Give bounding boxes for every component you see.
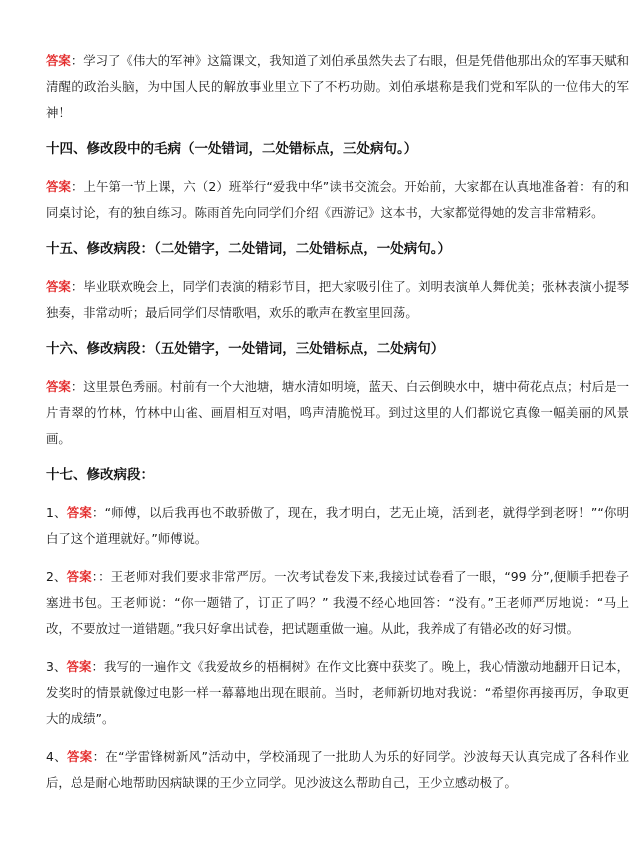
answer-paragraph-16 (46, 374, 629, 452)
answer-text: ：学习了《伟大的军神》这篇课文，我知道了刘伯承虽然失去了右眼，但是凭借他那出众的军事天赋和清醒的政治头脑，为中国人民的解放事业里立下了不朽功勋。刘伯承堪称是我们党和军队的一位伟大的军神！ (46, 53, 630, 120)
answer-text: ：这里景色秀丽。村前有一个大池塘，塘水清如明境，蓝天、白云倒映水中，塘中荷花点点；村后是一片青翠的竹林，竹林中山雀、画眉相互对唱，鸣声清脆悦耳。到过这里的人们都说它真像一幅美丽的风景画。 (46, 379, 630, 446)
answer-label: 答案 (66, 569, 92, 584)
section-heading-15: 十五、修改病段：（二处错字，二处错词，二处错标点，一处病句。） (46, 241, 451, 257)
answer-label: 答案 (46, 53, 71, 68)
answer-item-3 (46, 654, 629, 732)
answer-label: 答案 (66, 505, 92, 520)
section-heading-14: 十四、修改段中的毛病（一处错词，二处错标点，三处病句。） (46, 141, 418, 157)
answer-label: 答案 (46, 279, 71, 294)
answer-label: 答案 (46, 179, 71, 194)
answer-paragraph-intro (46, 48, 629, 126)
section-heading-17: 十七、修改病段： (46, 467, 154, 483)
answer-paragraph-15 (46, 274, 629, 326)
answer-text: ：“师傅，以后我再也不敢骄傲了，现在，我才明白，艺无止境，活到老，就得学到老呀！”“你明白了这个道理就好。”师傅说。 (46, 505, 630, 546)
answer-text: ：上午第一节上课，六（2）班举行“爱我中华”读书交流会。开始前，大家都在认真地准备着：有的和同桌讨论，有的独自练习。陈雨首先向同学们介绍《西游记》这本书，大家都觉得她的发言非常精彩。 (46, 179, 629, 220)
item-number: 2、 (46, 569, 67, 584)
answer-label: 答案 (46, 379, 71, 394)
item-number: 4、 (46, 749, 68, 764)
answer-paragraph-14 (46, 174, 629, 226)
answer-text: ：我写的一遍作文《我爱故乡的梧桐树》在作文比赛中获奖了。晚上，我心情激动地翻开日记本，发奖时的情景就像过电影一样一幕幕地出现在眼前。当时，老师新切地对我说：“希望你再接再厉，争取更大的成绩”。 (46, 659, 630, 726)
answer-text: ：在“学雷锋树新风”活动中，学校涌现了一批助人为乐的好同学。沙波每天认真完成了各科作业后，总是耐心地帮助因病缺课的王少立同学。见沙波这么帮助自己，王少立感动极了。 (46, 749, 630, 790)
section-heading-16: 十六、修改病段：（五处错字，一处错词，三处错标点，二处病句） (46, 341, 445, 357)
item-number: 3、 (46, 659, 67, 674)
answer-item-1 (46, 500, 629, 552)
answer-label: 答案 (66, 659, 92, 674)
answer-label: 答案 (67, 749, 93, 764)
answer-item-4 (46, 744, 629, 796)
item-number: 1、 (46, 505, 67, 520)
answer-text: ：：王老师对我们要求非常严厉。一次考试卷发下来,我接过试卷看了一眼，“99 分”,便顺手把卷子塞进书包。王老师说：“你一题错了，订正了吗？” 我漫不经心地回答：“没有。”王老师严厉地说：“马上改，不要放过一道错题。”我只好拿出试卷，把试题重做一遍。从此，我养成了有错必改的好习惯。 (46, 569, 630, 636)
answer-text: ：毕业联欢晚会上，同学们表演的精彩节目，把大家吸引住了。刘明表演单人舞优美；张林表演小提琴独奏，非常动听；最后同学们尽情歌唱，欢乐的歌声在教室里回荡。 (46, 279, 630, 320)
answer-item-2 (46, 564, 629, 642)
